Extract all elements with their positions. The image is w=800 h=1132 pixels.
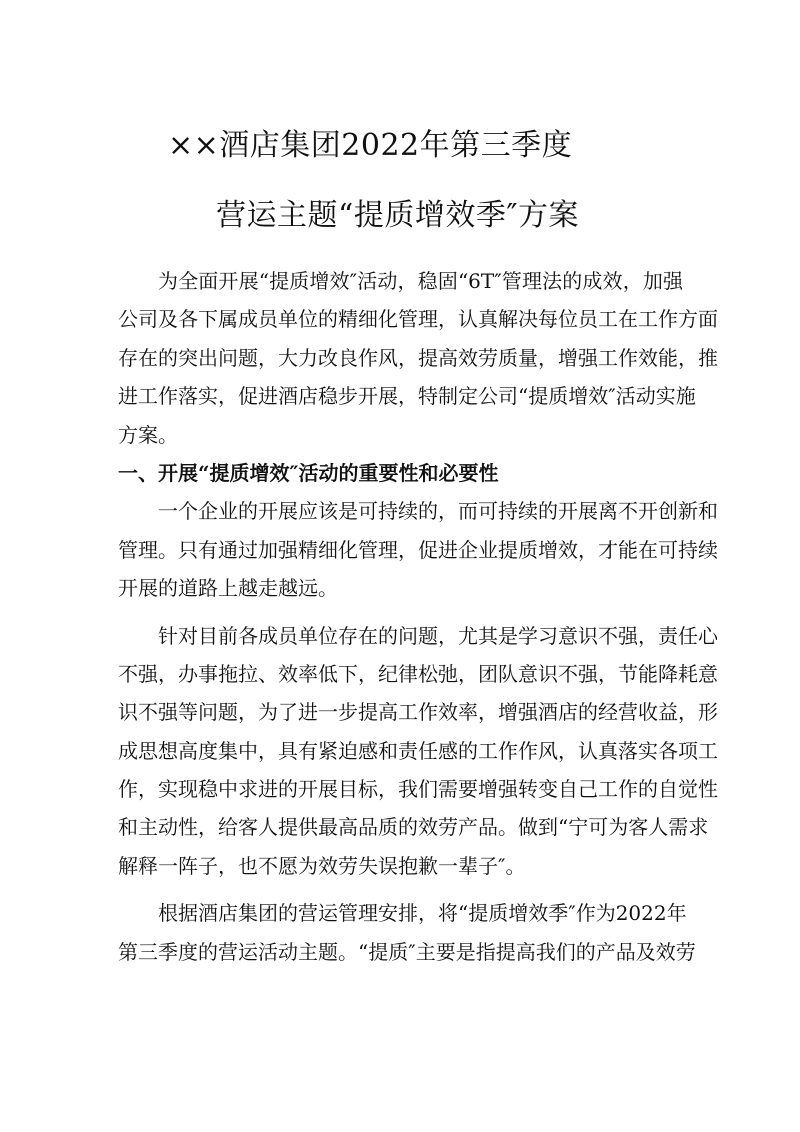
paragraph-line: 解释一阵子，也不愿为效劳失误抱歉一辈子″。 bbox=[118, 853, 526, 878]
paragraph-line: 管理。只有通过加强精细化管理，促进企业提质增效，才能在可持续 bbox=[118, 537, 718, 562]
paragraph-line: 为全面开展“提质增效″活动，稳固“6T″管理法的成效，加强 bbox=[158, 269, 683, 293]
paragraph-line: 存在的突出问题，大力改良作风，提高效劳质量，增强工作效能，推 bbox=[118, 345, 718, 370]
paragraph-line: 针对目前各成员单位存在的问题，尤其是学习意识不强，责任心 bbox=[158, 623, 718, 648]
paragraph-line: 公司及各下属成员单位的精细化管理，认真解决每位员工在工作方面 bbox=[118, 307, 718, 332]
paragraph-line: 进工作落实，促进酒店稳步开展，特制定公司“提质增效″活动实施 bbox=[118, 384, 696, 409]
paragraph-line: 识不强等问题，为了进一步提高工作效率，增强酒店的经营收益，形 bbox=[118, 700, 718, 725]
document-title-line2: 营运主题“提质增效季″方案 bbox=[216, 198, 580, 233]
paragraph-line: 一个企业的开展应该是可持续的，而可持续的开展离不开创新和 bbox=[158, 499, 718, 524]
document-body bbox=[118, 262, 718, 971]
paragraph-line: 作，实现稳中求进的开展目标，我们需要增强转变自己工作的自觉性 bbox=[118, 777, 718, 802]
paragraph-line: 和主动性，给客人提供最高品质的效劳产品。做到“宁可为客人需求 bbox=[118, 815, 709, 840]
document-title-line1: ××酒店集团2022年第三季度 bbox=[168, 128, 573, 163]
paragraph-line: 根据酒店集团的营运管理安排，将“提质增效季″作为2022年 bbox=[158, 901, 687, 926]
paragraph-3 bbox=[118, 894, 696, 971]
paragraph-line: 第三季度的营运活动主题。“提质″主要是指提高我们的产品及效劳 bbox=[118, 939, 696, 964]
intro-paragraph bbox=[118, 262, 718, 454]
paragraph-2 bbox=[118, 617, 718, 886]
paragraph-line: 方案。 bbox=[118, 422, 178, 447]
section-heading: 一、开展“提质增效″活动的重要性和必要性 bbox=[118, 460, 499, 485]
paragraph-line: 成思想高度集中，具有紧迫感和责任感的工作作风，认真落实各项工 bbox=[118, 738, 718, 763]
paragraph-line: 开展的道路上越走越远。 bbox=[118, 576, 338, 601]
paragraph-line: 不强，办事拖拉、效率低下，纪律松弛，团队意识不强，节能降耗意 bbox=[118, 661, 718, 686]
paragraph-1 bbox=[118, 492, 718, 607]
